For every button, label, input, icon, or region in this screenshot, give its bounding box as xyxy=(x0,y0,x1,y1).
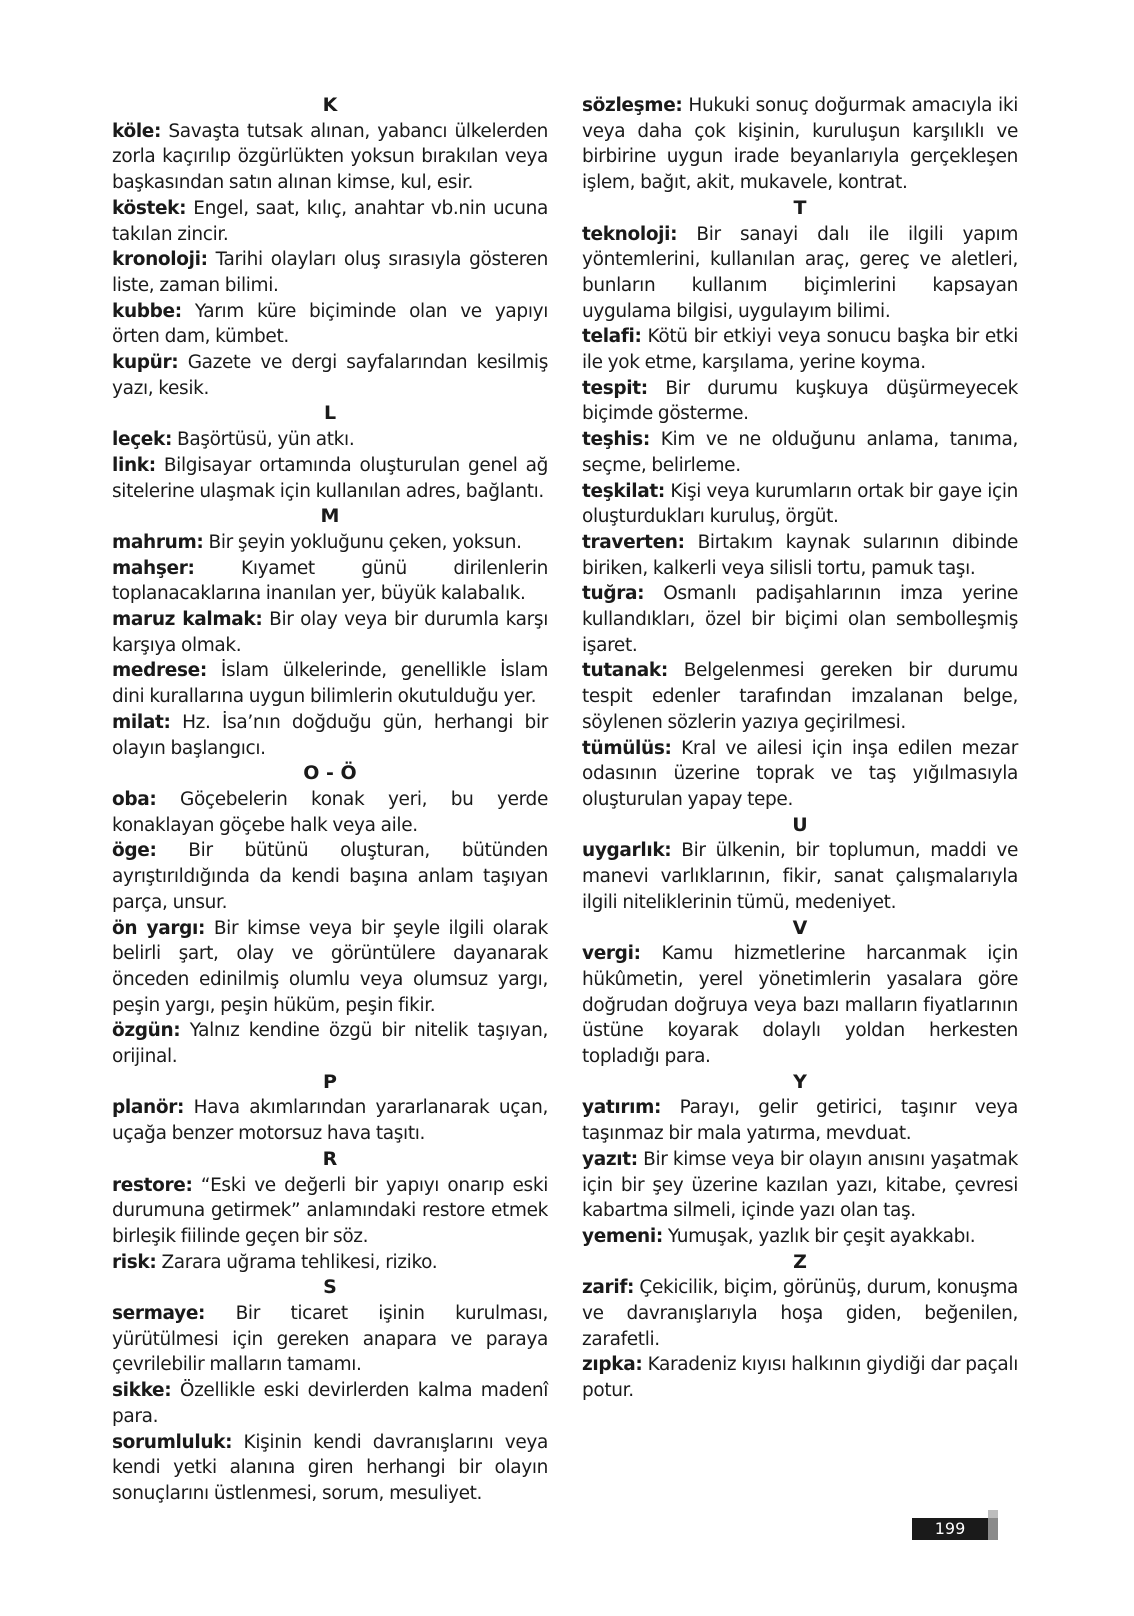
section-letter-heading: P xyxy=(323,1070,337,1093)
glossary-entry xyxy=(112,119,548,196)
glossary-entry xyxy=(112,299,548,350)
glossary-term: link: xyxy=(112,454,156,476)
glossary-term: oba: xyxy=(112,788,157,810)
glossary-entry xyxy=(112,710,548,761)
glossary-definition: Bir ticaret işinin kurulması, yürütülmesi için gereken anapara ve paraya çevrilebilir malların tamamı. xyxy=(112,1303,548,1376)
glossary-entry xyxy=(112,196,548,247)
glossary-entry xyxy=(112,247,548,298)
glossary-column-right xyxy=(582,93,1018,1404)
glossary-definition: Yalnız kendine özgü bir nitelik taşıyan, orijinal. xyxy=(112,1020,548,1068)
glossary-entry xyxy=(582,222,1018,325)
glossary-entry xyxy=(112,1378,548,1429)
glossary-definition: Birtakım kaynak sularının dibinde biriken, kalkerli veya silisli tortu, pamuk taşı. xyxy=(582,531,1018,579)
glossary-term: telafi: xyxy=(582,326,642,348)
glossary-entry xyxy=(112,1095,548,1146)
glossary-definition: Savaşta tutsak alınan, yabancı ülkelerden zorla kaçırılıp özgürlükten yoksun bırakılan veya başkasından satın alınan kimse, kul, esir. xyxy=(112,120,548,194)
glossary-term: tuğra: xyxy=(582,583,645,605)
glossary-term: restore: xyxy=(112,1174,193,1196)
glossary-term: milat: xyxy=(112,711,171,733)
glossary-term: zıpka: xyxy=(582,1354,643,1376)
section-letter-heading: O - Ö xyxy=(303,762,357,785)
glossary-entry xyxy=(582,479,1018,530)
glossary-entry xyxy=(582,838,1018,915)
glossary-definition: Bilgisayar ortamında oluşturulan genel ağ sitelerine ulaşmak için kullanılan adres, bağlantı. xyxy=(112,454,548,502)
glossary-term: kronoloji: xyxy=(112,249,208,271)
glossary-entry xyxy=(112,350,548,401)
glossary-term: teknoloji: xyxy=(582,223,678,245)
glossary-definition: Yumuşak, yazlık bir çeşit ayakkabı. xyxy=(662,1225,976,1247)
glossary-term: maruz kalmak: xyxy=(112,609,263,631)
glossary-definition: Hava akımlarından yararlanarak uçan, uçağa benzer motorsuz hava taşıtı. xyxy=(112,1097,548,1145)
glossary-entry xyxy=(582,1275,1018,1352)
glossary-term: köstek: xyxy=(112,197,187,219)
section-letter-heading: V xyxy=(792,916,808,939)
glossary-definition: Kıyamet günü dirilenlerin toplanacaklarına inanılan yer, büyük kalabalık. xyxy=(112,557,548,605)
glossary-definition: Çekicilik, biçim, görünüş, durum, konuşma ve davranışlarıyla hoşa giden, beğenilen, zarafetli. xyxy=(582,1277,1018,1350)
glossary-entry xyxy=(112,1018,548,1069)
glossary-term: sorumluluk: xyxy=(112,1431,233,1453)
section-letter-heading: Y xyxy=(793,1070,807,1093)
glossary-definition: Bir durumu kuşkuya düşürmeyecek biçimde gösterme. xyxy=(582,377,1018,425)
glossary-definition: Bir sanayi dalı ile ilgili yapım yöntemlerini, kullanılan araç, gereç ve aletleri, bunların kullanım biçimlerini kapsayan uygulama bilgisi, uygulayım bilimi. xyxy=(582,223,1018,322)
glossary-entry xyxy=(582,376,1018,427)
glossary-entry xyxy=(112,1250,548,1276)
glossary-term: uygarlık: xyxy=(582,840,672,862)
glossary-entry xyxy=(112,1173,548,1250)
glossary-definition: Yarım küre biçiminde olan ve yapıyı örten dam, kümbet. xyxy=(112,300,548,348)
page-number-tab-highlight xyxy=(988,1510,998,1518)
section-letter-heading: M xyxy=(320,505,340,528)
glossary-term: yazıt: xyxy=(582,1148,638,1170)
glossary-definition: Tarihi olayları oluş sırasıyla gösteren liste, zaman bilimi. xyxy=(112,249,548,296)
glossary-definition: Bir ülkenin, bir toplumun, maddi ve manevi varlıklarının, fikir, sanat çalışmalarıyla ilgili niteliklerinin tümü, medeniyet. xyxy=(582,840,1018,913)
page-number: 199 xyxy=(912,1518,988,1540)
section-letter-heading: K xyxy=(322,94,338,116)
glossary-definition: Bir şeyin yokluğunu çeken, yoksun. xyxy=(203,531,522,553)
section-letter-heading: S xyxy=(323,1276,337,1299)
glossary-term: teşkilat: xyxy=(582,480,665,502)
glossary-entry xyxy=(582,1352,1018,1403)
glossary-term: köle: xyxy=(112,120,162,142)
glossary-definition: “Eski ve değerli bir yapıyı onarıp eski durumuna getirmek” anlamındaki restore etmek birleşik fiilinde geçen bir söz. xyxy=(112,1174,548,1247)
glossary-term: tutanak: xyxy=(582,660,668,682)
glossary-term: sermaye: xyxy=(112,1303,206,1325)
glossary-entry xyxy=(582,1095,1018,1146)
glossary-definition: Belgelenmesi gereken bir durumu tespit edenler tarafından imzalanan belge, söylenen sözlerin yazıya geçirilmesi. xyxy=(582,660,1018,733)
glossary-entry xyxy=(112,916,548,1019)
glossary-definition: İslam ülkelerinde, genellikle İslam dini kurallarına uygun bilimlerin okutulduğu yer. xyxy=(112,660,548,708)
glossary-term: özgün: xyxy=(112,1020,181,1042)
glossary-definition: Karadeniz kıyısı halkının giydiği dar paçalı potur. xyxy=(582,1354,1018,1402)
glossary-entry xyxy=(582,324,1018,375)
glossary-term: leçek: xyxy=(112,429,173,451)
section-letter-heading: U xyxy=(792,813,808,836)
glossary-entry xyxy=(582,1147,1018,1224)
glossary-entry xyxy=(582,93,1018,196)
section-letter-heading: R xyxy=(322,1147,338,1170)
glossary-term: risk: xyxy=(112,1251,157,1273)
glossary-definition: Zarara uğrama tehlikesi, riziko. xyxy=(156,1251,438,1273)
glossary-definition: Kişi veya kurumların ortak bir gaye için oluşturdukları kuruluş, örgüt. xyxy=(582,480,1018,528)
glossary-definition: Özellikle eski devirlerden kalma madenî para. xyxy=(112,1380,548,1427)
glossary-entry xyxy=(582,736,1018,813)
glossary-term: tümülüs: xyxy=(582,737,672,759)
glossary-definition: Gazete ve dergi sayfalarından kesilmiş yazı, kesik. xyxy=(112,352,548,399)
glossary-term: medrese: xyxy=(112,660,207,682)
glossary-term: tespit: xyxy=(582,377,648,399)
glossary-definition: Engel, saat, kılıç, anahtar vb.nin ucuna takılan zincir. xyxy=(112,197,548,245)
glossary-definition: Başörtüsü, yün atkı. xyxy=(172,429,355,451)
glossary-definition: Kamu hizmetlerine harcanmak için hükûmetin, yerel yönetimlerin yasalara göre doğrudan doğruya veya bazı malların fiyatlarının üstüne koyarak dolaylı yoldan herkesten topladığı para. xyxy=(582,943,1018,1068)
glossary-term: yemeni: xyxy=(582,1225,663,1247)
glossary-entry xyxy=(582,1224,1018,1250)
glossary-term: zarif: xyxy=(582,1277,635,1299)
glossary-entry xyxy=(112,453,548,504)
glossary-entry xyxy=(112,556,548,607)
glossary-term: teşhis: xyxy=(582,429,650,451)
section-letter-heading: L xyxy=(323,402,337,425)
glossary-entry xyxy=(112,658,548,709)
glossary-definition: Kişinin kendi davranışlarını veya kendi yetki alanına giren herhangi bir olayın sonuçlarını üstlenmesi, sorum, mesuliyet. xyxy=(112,1431,548,1504)
glossary-term: öge: xyxy=(112,840,157,862)
glossary-definition: Parayı, gelir getirici, taşınır veya taşınmaz bir mala yatırma, mevduat. xyxy=(582,1097,1018,1145)
glossary-definition: Kim ve ne olduğunu anlama, tanıma, seçme, belirleme. xyxy=(582,429,1018,476)
glossary-entry xyxy=(582,941,1018,1070)
glossary-entry xyxy=(112,607,548,658)
glossary-definition: Bir bütünü oluşturan, bütünden ayrıştırıldığında da kendi başına anlam taşıyan parça, unsur. xyxy=(112,840,548,913)
glossary-definition: Göçebelerin konak yeri, bu yerde konaklayan göçebe halk veya aile. xyxy=(112,788,548,836)
glossary-entry xyxy=(582,427,1018,478)
section-letter-heading: T xyxy=(793,196,807,219)
glossary-term: ön yargı: xyxy=(112,917,206,939)
glossary-entry xyxy=(112,1430,548,1507)
glossary-entry xyxy=(112,787,548,838)
glossary-term: traverten: xyxy=(582,531,685,553)
glossary-entry xyxy=(582,658,1018,735)
glossary-term: kubbe: xyxy=(112,300,182,322)
glossary-entry xyxy=(112,1301,548,1378)
glossary-term: kupür: xyxy=(112,352,179,374)
glossary-definition: Hukuki sonuç doğurmak amacıyla iki veya daha çok kişinin, kuruluşun karşılıklı ve birbirine uygun irade beyanlarıyla gerçekleşen işlem, bağıt, akit, mukavele, kontrat. xyxy=(582,95,1018,194)
glossary-entry xyxy=(112,838,548,915)
glossary-term: mahşer: xyxy=(112,557,195,579)
glossary-definition: Bir olay veya bir durumla karşı karşıya olmak. xyxy=(112,609,548,656)
glossary-entry xyxy=(582,530,1018,581)
glossary-term: mahrum: xyxy=(112,531,204,553)
glossary-definition: Kral ve ailesi için inşa edilen mezar odasının üzerine toprak ve taş yığılmasıyla oluşturulan yapay tepe. xyxy=(582,737,1018,810)
glossary-term: planör: xyxy=(112,1097,185,1119)
glossary-definition: Hz. İsa’nın doğduğu gün, herhangi bir olayın başlangıcı. xyxy=(112,711,548,759)
glossary-entry xyxy=(112,427,548,453)
glossary-term: sözleşme: xyxy=(582,95,683,116)
glossary-definition: Bir kimse veya bir olayın anısını yaşatmak için bir şey üzerine kazılan yazı, kitabe, çevresi kabartma silmeli, içinde yazı olan taş. xyxy=(582,1148,1018,1222)
glossary-definition: Bir kimse veya bir şeyle ilgili olarak belirli şart, olay ve görüntülere dayanarak önceden edinilmiş olumlu veya olumsuz yargı, peşin yargı, peşin hüküm, peşin fikir. xyxy=(112,917,548,1016)
section-letter-heading: Z xyxy=(793,1250,807,1273)
glossary-term: vergi: xyxy=(582,943,641,965)
glossary-term: sikke: xyxy=(112,1380,172,1402)
glossary-definition: Kötü bir etkiyi veya sonucu başka bir etki ile yok etme, karşılama, yerine koyma. xyxy=(582,326,1018,374)
glossary-term: yatırım: xyxy=(582,1097,662,1119)
glossary-definition: Osmanlı padişahlarının imza yerine kullandıkları, özel bir biçimi olan sembolleşmiş işaret. xyxy=(582,583,1018,656)
glossary-entry xyxy=(112,530,548,556)
glossary-column-left xyxy=(112,93,548,1507)
glossary-entry xyxy=(582,581,1018,658)
